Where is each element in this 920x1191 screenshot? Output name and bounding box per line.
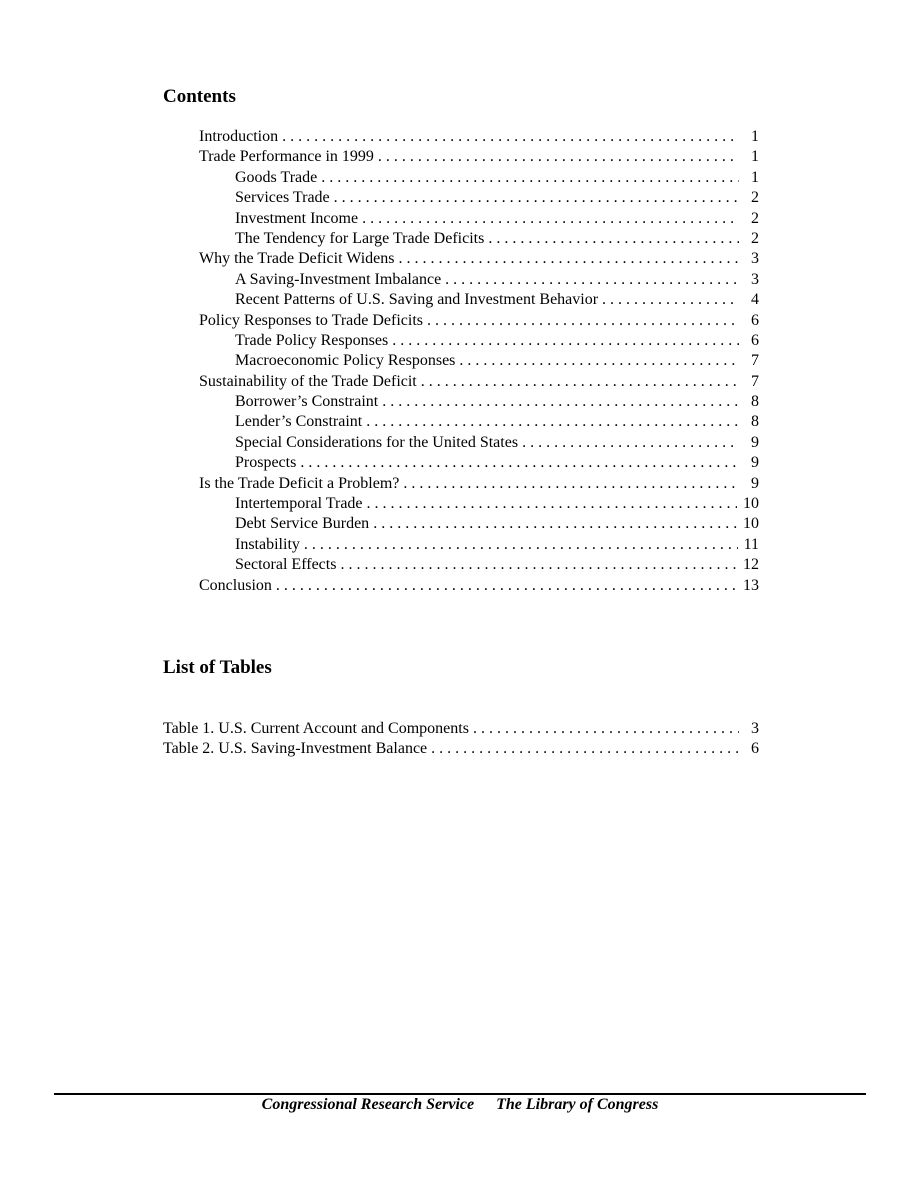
entry-title: Prospects [235, 454, 297, 472]
entry-title: Is the Trade Deficit a Problem? [199, 474, 400, 492]
toc-entry [163, 535, 759, 555]
entry-page-number: 6 [751, 331, 759, 349]
entry-title: A Saving-Investment Imbalance [235, 270, 442, 288]
table-entry [163, 719, 759, 739]
entry-page-number: 1 [751, 148, 759, 166]
entry-page-number: 11 [743, 535, 759, 553]
dot-leader [378, 147, 739, 167]
entry-page-number: 9 [751, 474, 759, 492]
entry-title: Sectoral Effects [235, 556, 337, 574]
entry-page-number: 7 [751, 372, 759, 390]
contents-heading: Contents [163, 86, 236, 107]
dot-leader [367, 494, 737, 514]
toc-entry [163, 412, 759, 432]
entry-page-number: 2 [751, 229, 759, 247]
entry-title: Lender’s Constraint [235, 413, 363, 431]
entry-title: Instability [235, 535, 300, 553]
toc-entry [163, 433, 759, 453]
entry-page-number: 13 [743, 576, 759, 594]
footer-library: The Library of Congress [496, 1096, 659, 1113]
entry-title: Introduction [199, 128, 279, 145]
entry-page-number: 9 [751, 433, 759, 451]
toc-entry [163, 229, 759, 249]
entry-page-number: 3 [751, 270, 759, 288]
toc-entry [163, 474, 759, 494]
dot-leader [421, 372, 739, 392]
dot-leader [473, 719, 739, 739]
entry-page-number: 1 [751, 168, 759, 186]
list-of-tables-heading: List of Tables [163, 657, 272, 678]
dot-leader [382, 392, 739, 412]
toc-entry [163, 372, 759, 392]
dot-leader [398, 249, 739, 269]
toc-entry [163, 514, 759, 534]
footer-rule [54, 1093, 866, 1095]
toc-entry [163, 555, 759, 575]
entry-title: Macroeconomic Policy Responses [235, 352, 456, 370]
toc-entry [163, 270, 759, 290]
toc-entry [163, 494, 759, 514]
dot-leader [373, 514, 737, 534]
entry-page-number: 10 [743, 495, 759, 513]
dot-leader [304, 535, 738, 555]
entry-page-number: 9 [751, 454, 759, 472]
list-of-tables [163, 719, 759, 760]
entry-title: Conclusion [199, 576, 272, 594]
entry-title: Why the Trade Deficit Widens [199, 250, 395, 268]
entry-page-number: 7 [751, 352, 759, 370]
entry-title: Intertemporal Trade [235, 495, 363, 513]
entry-title: The Tendency for Large Trade Deficits [235, 229, 485, 247]
table-entry [163, 739, 759, 759]
toc-entry [163, 127, 759, 147]
toc-entry [163, 290, 759, 310]
dot-leader [300, 453, 739, 473]
dot-leader [488, 229, 739, 249]
dot-leader [392, 331, 739, 351]
dot-leader [445, 270, 739, 290]
entry-title: Investment Income [235, 209, 359, 227]
entry-title: Sustainability of the Trade Deficit [199, 372, 417, 390]
dot-leader [459, 351, 739, 371]
dot-leader [282, 127, 739, 147]
entry-page-number: 2 [751, 189, 759, 207]
entry-title: Debt Service Burden [235, 515, 370, 533]
footer [0, 1096, 920, 1114]
toc-entry [163, 331, 759, 351]
dot-leader [602, 290, 739, 310]
entry-title: Recent Patterns of U.S. Saving and Investment Behavior [235, 291, 599, 309]
entry-page-number: 6 [751, 740, 759, 758]
entry-page-number: 8 [751, 413, 759, 431]
dot-leader [276, 576, 737, 596]
entry-page-number: 8 [751, 393, 759, 411]
entry-title: Services Trade [235, 189, 330, 207]
entry-page-number: 10 [743, 515, 759, 533]
toc-entry [163, 453, 759, 473]
toc-entry [163, 576, 759, 596]
dot-leader [366, 412, 739, 432]
toc-entry [163, 209, 759, 229]
dot-leader [522, 433, 739, 453]
dot-leader [334, 188, 739, 208]
entry-title: Borrower’s Constraint [235, 393, 379, 411]
entry-title: Policy Responses to Trade Deficits [199, 311, 423, 329]
footer-publisher: Congressional Research Service [261, 1096, 475, 1113]
dot-leader [321, 168, 739, 188]
toc-entry [163, 188, 759, 208]
toc-entry [163, 147, 759, 167]
dot-leader [362, 209, 739, 229]
contents-list [163, 127, 759, 596]
entry-page-number: 3 [751, 720, 759, 737]
toc-entry [163, 168, 759, 188]
entry-title: Trade Policy Responses [235, 331, 389, 349]
toc-entry [163, 351, 759, 371]
dot-leader [427, 311, 739, 331]
entry-page-number: 3 [751, 250, 759, 268]
entry-page-number: 1 [751, 128, 759, 145]
entry-title: Goods Trade [235, 168, 318, 186]
dot-leader [403, 474, 739, 494]
entry-title: Special Considerations for the United States [235, 433, 519, 451]
toc-entry [163, 249, 759, 269]
entry-page-number: 6 [751, 311, 759, 329]
entry-page-number: 4 [751, 291, 759, 309]
entry-title: Table 2. U.S. Saving-Investment Balance [163, 740, 428, 758]
entry-page-number: 2 [751, 209, 759, 227]
entry-page-number: 12 [743, 556, 759, 574]
toc-entry [163, 311, 759, 331]
entry-title: Trade Performance in 1999 [199, 148, 374, 166]
dot-leader [340, 555, 737, 575]
entry-title: Table 1. U.S. Current Account and Components [163, 720, 469, 737]
dot-leader [431, 739, 739, 759]
toc-entry [163, 392, 759, 412]
